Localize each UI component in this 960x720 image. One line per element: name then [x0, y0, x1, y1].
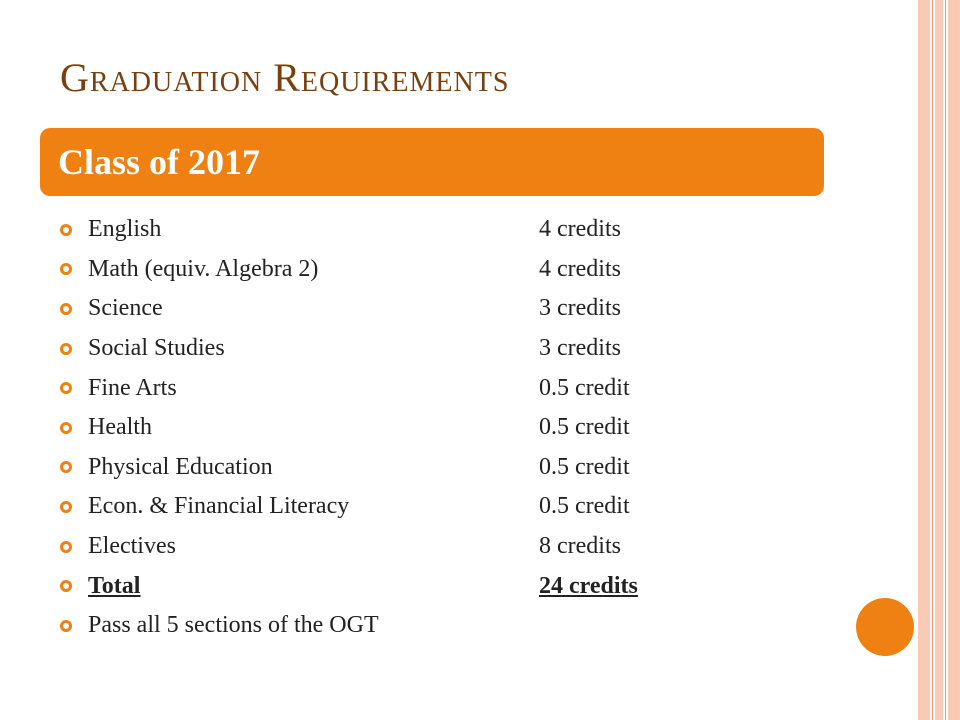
subject-label: Science — [88, 295, 163, 322]
list-item — [60, 448, 760, 488]
total-row — [60, 566, 760, 606]
right-edge-line — [932, 0, 933, 720]
banner-label: Class of 2017 — [58, 142, 261, 182]
credits-value: 4 credits — [539, 255, 621, 282]
bullet-icon — [60, 461, 72, 473]
class-banner — [40, 128, 824, 196]
total-credits-value: 24 credits — [539, 572, 638, 599]
bullet-icon — [60, 501, 72, 513]
list-item — [60, 487, 760, 527]
credits-value: 0.5 credit — [539, 453, 630, 480]
subject-label: Health — [88, 414, 152, 441]
subject-label: Econ. & Financial Literacy — [88, 493, 350, 520]
right-edge-band — [948, 0, 960, 720]
bullet-icon — [60, 620, 72, 632]
slide-title: Graduation Requirements — [60, 55, 510, 100]
credits-value: 3 credits — [539, 335, 621, 362]
subject-label: Math (equiv. Algebra 2) — [88, 255, 319, 282]
total-label: Total — [88, 572, 141, 599]
subject-label: Fine Arts — [88, 374, 177, 401]
ogt-requirement: Pass all 5 sections of the OGT — [88, 612, 379, 639]
bullet-icon — [60, 541, 72, 553]
right-edge-line — [945, 0, 946, 720]
list-item — [60, 606, 760, 646]
subject-label: English — [88, 216, 162, 243]
list-item — [60, 408, 760, 448]
credits-value: 0.5 credit — [539, 374, 630, 401]
list-item — [60, 368, 760, 408]
subject-label: Social Studies — [88, 335, 225, 362]
bullet-icon — [60, 263, 72, 275]
subject-label: Physical Education — [88, 453, 273, 480]
credits-value: 3 credits — [539, 295, 621, 322]
bullet-icon — [60, 343, 72, 355]
list-item — [60, 527, 760, 567]
bullet-icon — [60, 580, 72, 592]
list-item — [60, 329, 760, 369]
total-line — [88, 573, 638, 600]
bullet-icon — [60, 303, 72, 315]
credits-value: 8 credits — [539, 533, 621, 560]
bullet-icon — [60, 224, 72, 236]
bullet-icon — [60, 422, 72, 434]
decorative-circle — [856, 598, 914, 656]
credits-value: 0.5 credit — [539, 493, 630, 520]
right-edge-band — [935, 0, 943, 720]
credits-value: 0.5 credit — [539, 414, 630, 441]
list-item — [60, 250, 760, 290]
right-edge-band — [918, 0, 930, 720]
subject-label: Electives — [88, 533, 176, 560]
bullet-icon — [60, 382, 72, 394]
list-item — [60, 289, 760, 329]
requirements-list — [60, 210, 760, 646]
credits-value: 4 credits — [539, 216, 621, 243]
list-item — [60, 210, 760, 250]
